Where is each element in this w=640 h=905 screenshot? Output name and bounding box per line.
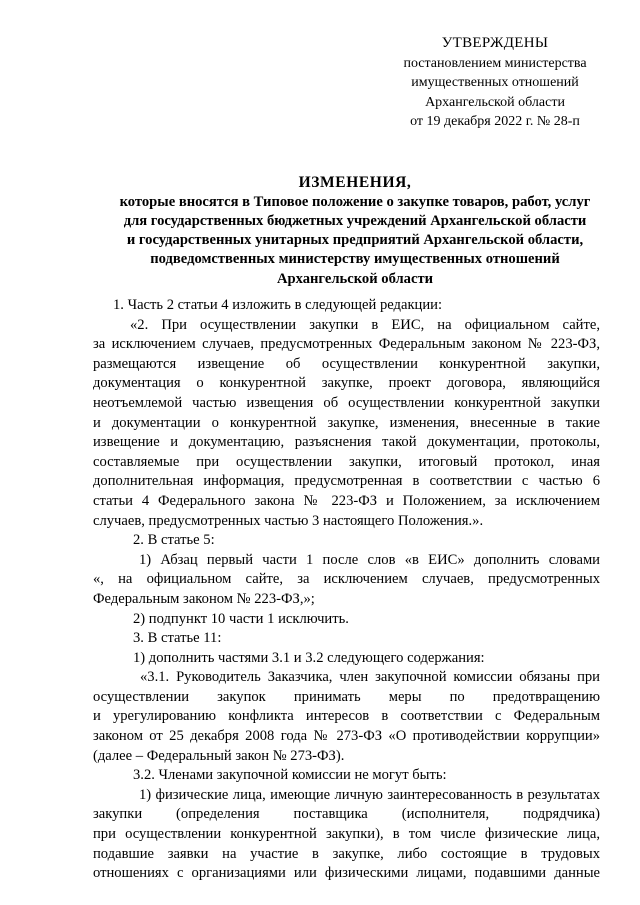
item-2-sub-1-line: Федеральным законом № 223-ФЗ,»; — [93, 590, 315, 607]
title-line: которые вносятся в Типовое положение о закупке товаров, работ, услуг — [119, 193, 591, 210]
quote-part-2-line: статьи 4 Федерального закона № 223-ФЗ и Положением, за исключением — [93, 492, 600, 509]
quote-part-2-line: дополнительная информация, предусмотренная в соответствии с частью 6 — [93, 473, 600, 490]
item-2-sub-1-line: 1) Абзац первый части 1 после слов «в ЕИС» дополнить словами — [139, 551, 600, 568]
item-2-heading: 2. В статье 5: — [133, 532, 215, 549]
quote-part-2-line: неотъемлемой частью извещения об осуществлении конкурентной закупки — [93, 394, 600, 411]
part-3-2-item-1-line: 1) физические лица, имеющие личную заинтересованность в результатах — [139, 786, 600, 803]
document-title — [60, 173, 640, 289]
item-3-sub-1: 1) дополнить частями 3.1 и 3.2 следующего содержания: — [133, 649, 485, 666]
quote-part-2-line: извещение и документацию, разъяснения такой документации, протоколы, — [93, 434, 600, 451]
title-line: подведомственных министерству имущественных отношений — [150, 251, 560, 268]
quote-part-3-1-line: «3.1. Руководитель Заказчика, член закупочной комиссии обязаны при — [140, 669, 600, 686]
approval-line: имущественных отношений — [411, 75, 579, 90]
part-3-2-item-1-line: закупки (определения поставщика (исполнителя, подрядчика) — [93, 806, 600, 823]
quote-part-3-1-line: осуществлении закупок принимать меры по предотвращению — [93, 688, 600, 705]
quote-part-2-line: документация о конкурентной закупке, проект договора, являющийся — [93, 375, 600, 392]
part-3-2-item-1-line: при осуществлении конкурентной закупки), в том числе физические лица, — [93, 826, 600, 843]
quote-part-2-line: и документации о конкурентной закупке, изменения, внесенные в такие — [93, 414, 600, 431]
part-3-2-item-1-line: отношениях с организациями или физическими лицами, подавшими данные — [93, 865, 600, 882]
title-line: для государственных бюджетных учреждений Архангельской области — [123, 212, 587, 229]
quote-part-3-1-line: и урегулированию конфликта интересов в соответствии с Федеральным — [93, 708, 600, 725]
approval-line: постановлением министерства — [403, 55, 587, 71]
item-2-sub-1-line: «, на официальном сайте, за исключением случаев, предусмотренных — [93, 571, 600, 588]
approval-line: от 19 декабря 2022 г. № 28-п — [410, 114, 580, 129]
item-2-sub-2: 2) подпункт 10 части 1 исключить. — [133, 610, 349, 627]
item-1-heading: 1. Часть 2 статьи 4 изложить в следующей редакции: — [113, 297, 443, 313]
quote-part-2-line: случаев, предусмотренных частью 3 настоящего Положения.». — [93, 512, 484, 529]
approval-stamp — [380, 34, 610, 132]
quote-part-2-line: за исключением случаев, предусмотренных Федеральным законом № 223-ФЗ, — [93, 336, 600, 353]
quote-part-2-line: составляемые при осуществлении закупки, итоговый протокол, иная — [93, 453, 600, 470]
title-line: Архангельской области — [276, 270, 434, 287]
approval-line: Архангельской области — [425, 94, 565, 110]
quote-part-3-1-line: законом от 25 декабря 2008 года № 273-ФЗ «О противодействии коррупции» — [93, 728, 600, 745]
approval-heading: УТВЕРЖДЕНЫ — [441, 35, 549, 51]
part-3-2-item-1-line: подавшие заявки на участие в закупке, либо состоящие в трудовых — [93, 845, 600, 862]
part-3-2-heading: 3.2. Членами закупочной комиссии не могут быть: — [133, 767, 447, 784]
quote-part-2-line: «2. При осуществлении закупки в ЕИС, на официальном сайте, — [130, 316, 600, 333]
item-3-heading: 3. В статье 11: — [133, 630, 222, 647]
quote-part-2-line: размещаются извещение об осуществлении конкурентной закупки, — [93, 355, 600, 372]
title-main: ИЗМЕНЕНИЯ, — [298, 174, 412, 191]
quote-part-3-1-line: (далее – Федеральный закон № 273-ФЗ). — [93, 747, 345, 764]
title-line: и государственных унитарных предприятий Архангельской области, — [126, 232, 584, 249]
document-body — [93, 296, 600, 884]
